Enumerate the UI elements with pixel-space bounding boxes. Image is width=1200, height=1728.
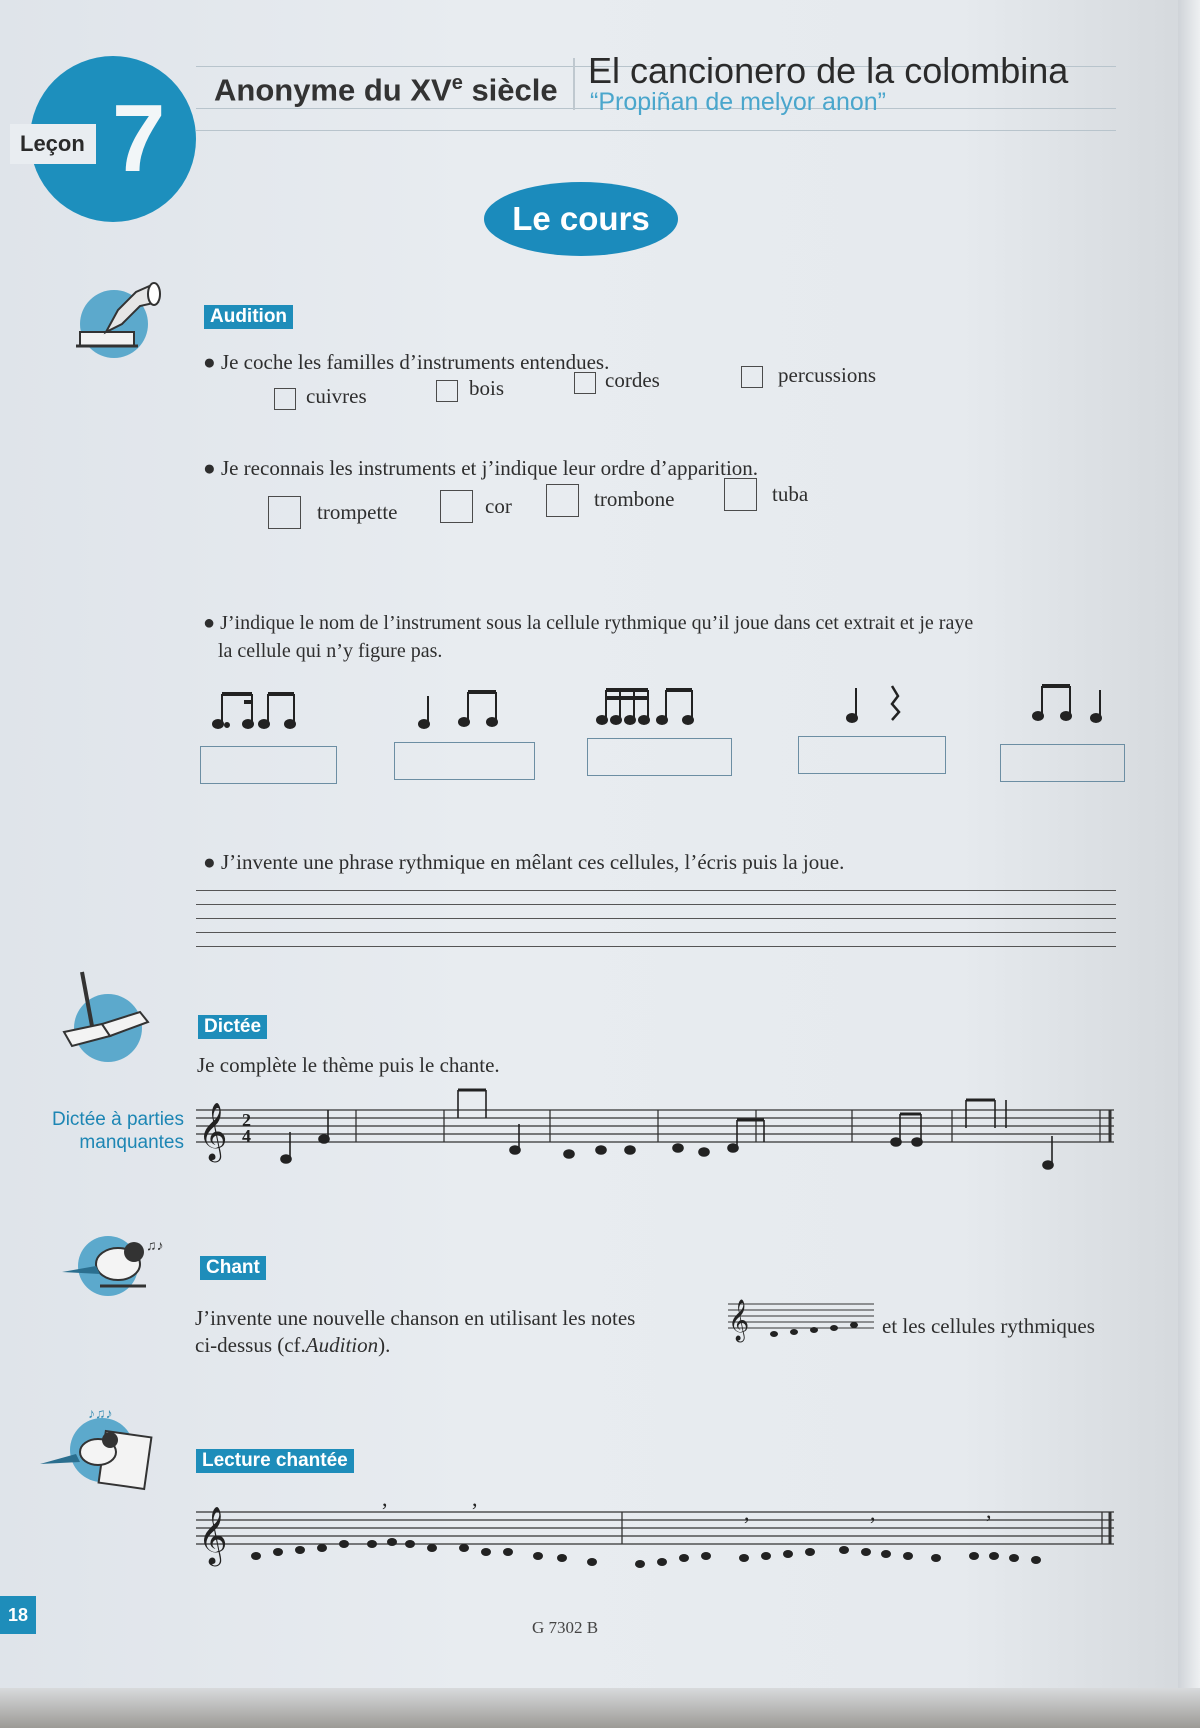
rhythm-cell-4	[847, 686, 899, 722]
writing-line[interactable]	[196, 932, 1116, 933]
svg-text:,: ,	[472, 1486, 478, 1511]
time-signature-bottom: 4	[242, 1126, 251, 1146]
family-label-bois: bois	[469, 376, 505, 400]
treble-clef-icon: 𝄞	[198, 1102, 228, 1160]
writing-line[interactable]	[196, 918, 1116, 919]
chant-tag: Chant	[200, 1256, 266, 1280]
course-title: Le cours	[484, 182, 678, 256]
svg-text:♫♪: ♫♪	[146, 1239, 164, 1254]
audition-question-1: ● Je coche les familles d’instruments entendues.	[203, 350, 610, 374]
svg-text:,: ,	[986, 1498, 992, 1523]
lesson-number: 7	[112, 85, 166, 192]
instrument-answer-box-5[interactable]	[1000, 744, 1125, 782]
instrument-label-tuba: tuba	[772, 482, 809, 506]
dictee-staff	[196, 1080, 1116, 1174]
note-set-staff	[728, 1290, 874, 1348]
order-box-tuba[interactable]	[724, 478, 757, 511]
order-box-trompette[interactable]	[268, 496, 301, 529]
singing-bird-icon	[60, 1230, 170, 1300]
dictee-instruction: Je complète le thème puis le chante.	[197, 1053, 500, 1077]
note	[596, 1146, 606, 1154]
lecture-tag: Lecture chantée	[196, 1449, 354, 1473]
chant-line2-prefix: ci-dessus (cf.	[195, 1333, 306, 1357]
chant-text-line2	[195, 1333, 390, 1358]
family-label-cordes: cordes	[605, 368, 660, 392]
svg-text:,: ,	[382, 1486, 388, 1511]
checkbox-bois[interactable]	[436, 380, 458, 402]
rhythm-cells	[200, 676, 1130, 738]
audition-question-2: ● Je reconnais les instruments et j’indique leur ordre d’apparition.	[203, 456, 759, 480]
composer-prefix: Anonyme du XV	[214, 72, 452, 108]
audition-question-3: ● J’indique le nom de l’instrument sous la cellule rythmique qu’il joue dans cet extrait et je raye	[203, 612, 974, 634]
composer-suffix: siècle	[462, 72, 558, 108]
svg-text:,: ,	[744, 1500, 750, 1525]
family-label-percussions: percussions	[778, 363, 876, 387]
instrument-label-trompette: trompette	[317, 500, 398, 524]
page-number: 18	[0, 1596, 36, 1634]
page-bottom-edge	[0, 1688, 1200, 1728]
dictee-side-label-line2: manquantes	[79, 1132, 184, 1153]
instrument-answer-box-1[interactable]	[200, 746, 337, 784]
writing-line[interactable]	[196, 890, 1116, 891]
time-signature-top: 2	[242, 1110, 251, 1130]
composer-century-sup: e	[451, 72, 463, 94]
dictee-tag: Dictée	[198, 1015, 267, 1039]
audition-question-4-text: J’invente une phrase rythmique en mêlant ces cellules, l’écris puis la joue.	[220, 850, 845, 874]
note	[625, 1146, 635, 1154]
lesson-label: Leçon	[10, 124, 96, 164]
rhythm-cell-5	[1033, 686, 1101, 722]
checkbox-cordes[interactable]	[574, 372, 596, 394]
writing-line[interactable]	[196, 904, 1116, 905]
audition-question-1-text: Je coche les familles d’instruments entendues.	[220, 350, 610, 374]
dictee-side-label	[20, 1108, 184, 1154]
dictee-side-label-line1: Dictée à parties	[51, 1109, 184, 1130]
note	[564, 1150, 574, 1158]
instrument-label-cor: cor	[485, 494, 512, 518]
note	[673, 1144, 683, 1152]
header-rule	[196, 130, 1116, 131]
instrument-label-trombone: trombone	[594, 487, 675, 511]
svg-text:,: ,	[870, 1500, 876, 1525]
audition-tag: Audition	[204, 305, 293, 329]
note	[699, 1148, 709, 1156]
order-box-trombone[interactable]	[546, 484, 579, 517]
instrument-answer-box-2[interactable]	[394, 742, 535, 780]
work-subtitle: “Propiñan de melyor anon”	[590, 88, 886, 116]
composer-title	[214, 72, 558, 108]
instrument-answer-box-3[interactable]	[587, 738, 732, 776]
rhythm-cell-1	[213, 694, 295, 728]
gramophone-icon	[74, 280, 164, 360]
book-pen-icon	[58, 970, 158, 1066]
chant-line2-italic: Audition	[305, 1333, 379, 1357]
lecture-staff	[196, 1482, 1116, 1582]
audition-question-3-text: J’indique le nom de l’instrument sous la cellule rythmique qu’il joue dans cet extrait et je raye	[220, 612, 974, 634]
chant-text-after: et les cellules rythmiques	[882, 1314, 1095, 1338]
rhythm-cell-3	[597, 690, 693, 724]
order-box-cor[interactable]	[440, 490, 473, 523]
audition-question-2-text: Je reconnais les instruments et j’indique leur ordre d’apparition.	[220, 456, 759, 480]
writing-line[interactable]	[196, 946, 1116, 947]
header-divider	[573, 58, 575, 110]
svg-text:♪♫♪: ♪♫♪	[88, 1407, 113, 1422]
family-label-cuivres: cuivres	[306, 384, 367, 408]
audition-question-4: ● J’invente une phrase rythmique en mêlant ces cellules, l’écris puis la joue.	[203, 850, 845, 874]
treble-clef-icon: 𝄞	[728, 1300, 750, 1341]
publication-reference: G 7302 B	[532, 1618, 599, 1637]
treble-clef-icon: 𝄞	[198, 1506, 228, 1564]
chant-text-line1: J’invente une nouvelle chanson en utilisant les notes	[195, 1306, 636, 1330]
checkbox-percussions[interactable]	[741, 366, 763, 388]
page-binding-edge	[1178, 0, 1200, 1728]
checkbox-cuivres[interactable]	[274, 388, 296, 410]
rhythm-cell-2	[419, 692, 497, 728]
instrument-answer-box-4[interactable]	[798, 736, 946, 774]
bird-score-icon	[38, 1404, 158, 1494]
chant-line2-suffix: ).	[378, 1333, 391, 1357]
audition-question-3-line2: la cellule qui n’y figure pas.	[218, 640, 443, 662]
work-title: El cancionero de la colombina	[588, 50, 1069, 91]
